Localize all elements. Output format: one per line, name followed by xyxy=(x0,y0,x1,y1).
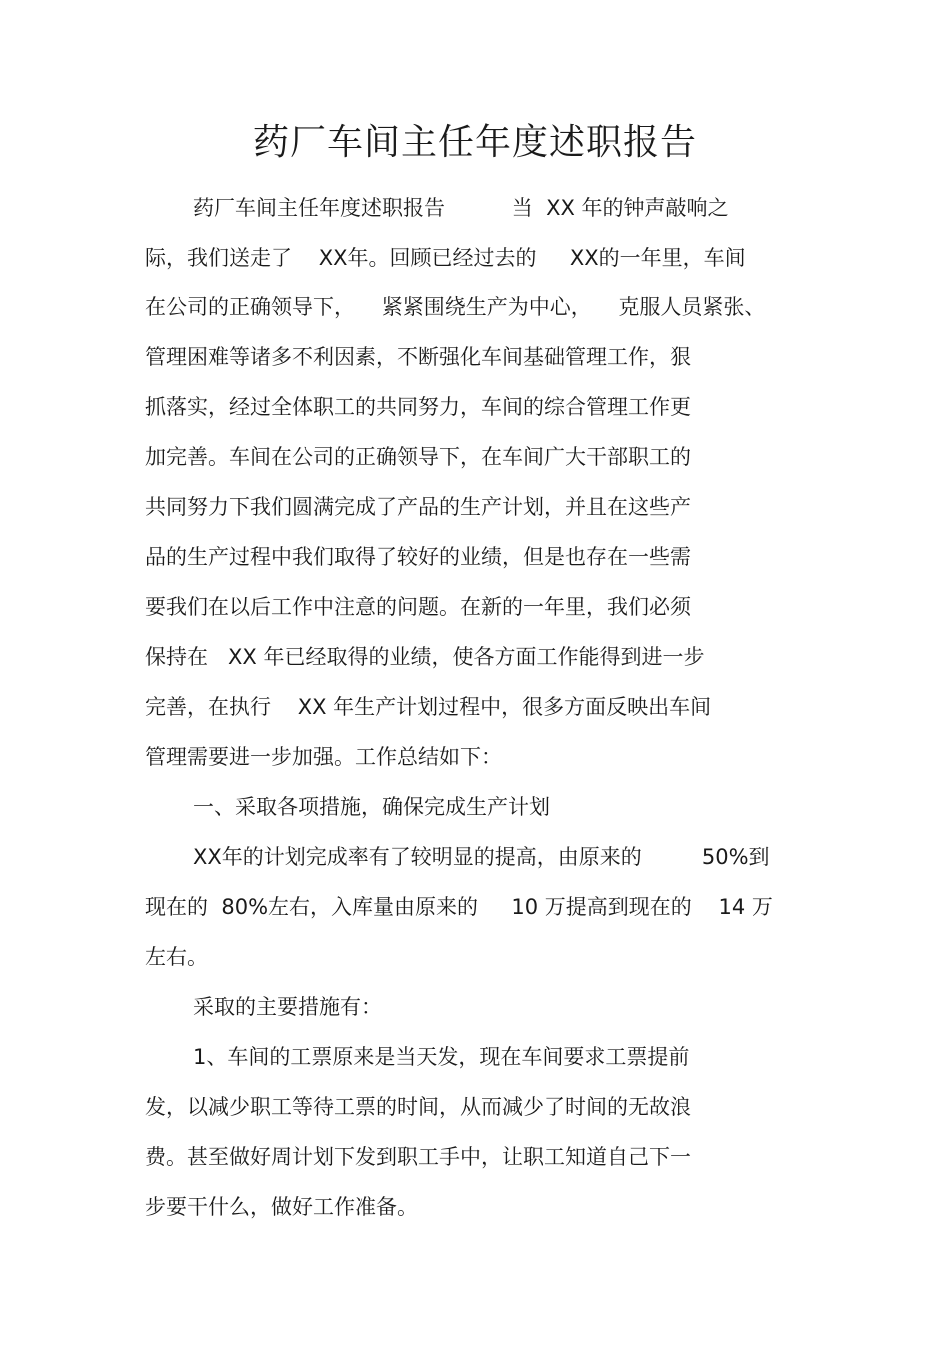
paragraph-line: 现在的 80%左右，入库量由原来的 10 万提高到现在的 14 万 xyxy=(145,895,773,919)
paragraph-line: 发，以减少职工等待工票的时间，从而减少了时间的无故浪 xyxy=(145,1095,691,1119)
paragraph-line: 抓落实，经过全体职工的共同努力，车间的综合管理工作更 xyxy=(145,395,691,419)
paragraph-line: 要我们在以后工作中注意的问题。在新的一年里，我们必须 xyxy=(145,595,691,619)
paragraph-line: 费。甚至做好周计划下发到职工手中，让职工知道自己下一 xyxy=(145,1145,691,1169)
paragraph-line: 左右。 xyxy=(145,945,208,969)
paragraph-line: 保持在 XX 年已经取得的业绩，使各方面工作能得到进一步 xyxy=(145,645,705,669)
paragraph-line: 1、车间的工票原来是当天发，现在车间要求工票提前 xyxy=(193,1045,690,1069)
section-heading: 一、采取各项措施，确保完成生产计划 xyxy=(193,795,550,819)
document-title: 药厂车间主任年度述职报告 xyxy=(252,122,697,163)
paragraph-line: 药厂车间主任年度述职报告 当 XX 年的钟声敲响之 xyxy=(193,196,729,220)
paragraph-line: 在公司的正确领导下， 紧紧围绕生产为中心， 克服人员紧张、 xyxy=(145,295,766,319)
paragraph-line: 完善，在执行 XX 年生产计划过程中，很多方面反映出车间 xyxy=(145,695,712,719)
paragraph-line: 管理需要进一步加强。工作总结如下： xyxy=(145,745,502,769)
paragraph-line: XX年的计划完成率有了较明显的提高，由原来的 50%到 xyxy=(193,845,770,869)
paragraph-line: 步要干什么，做好工作准备。 xyxy=(145,1195,418,1219)
paragraph-line: 品的生产过程中我们取得了较好的业绩，但是也存在一些需 xyxy=(145,545,691,569)
paragraph-line: 加完善。车间在公司的正确领导下，在车间广大干部职工的 xyxy=(145,445,691,469)
paragraph-line: 管理困难等诸多不利因素，不断强化车间基础管理工作，狠 xyxy=(145,345,691,369)
paragraph-line: 际，我们送走了 XX年。回顾已经过去的 XX的一年里，车间 xyxy=(145,246,746,270)
paragraph-line: 共同努力下我们圆满完成了产品的生产计划，并且在这些产 xyxy=(145,495,691,519)
paragraph-line: 采取的主要措施有： xyxy=(193,995,382,1019)
